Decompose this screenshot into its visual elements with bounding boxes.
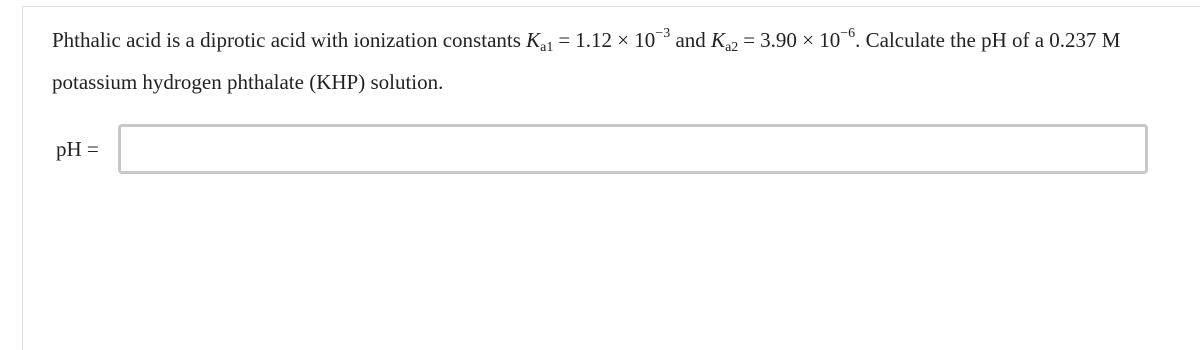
ka2-mantissa: 3.90 × 10 [760,28,841,52]
question-text [52,16,1172,100]
ka1-expression [526,26,671,55]
ka1-equals: = [558,28,571,52]
ph-answer-input[interactable] [118,124,1148,174]
ka1-exponent: −3 [655,26,671,41]
and-text: and [670,28,712,52]
ka2-symbol: K [711,28,726,52]
ka2-exponent: −6 [840,26,856,41]
ka2-equals: = [743,28,756,52]
ka1-mantissa: 1.12 × 10 [575,28,656,52]
ka1-subscript: a1 [540,40,554,55]
ka2-subscript: a2 [725,40,739,55]
ka1-symbol: K [526,28,541,52]
answer-row [56,124,1148,174]
ka2-expression [711,26,856,55]
ph-label: pH = [56,136,99,161]
question-intro: Phthalic acid is a diprotic acid with ionization constants [52,28,527,52]
question-ending: . Calculate the pH of a 0.237 M potassium hydrogen phthalate (KHP) solution. [52,28,1121,94]
